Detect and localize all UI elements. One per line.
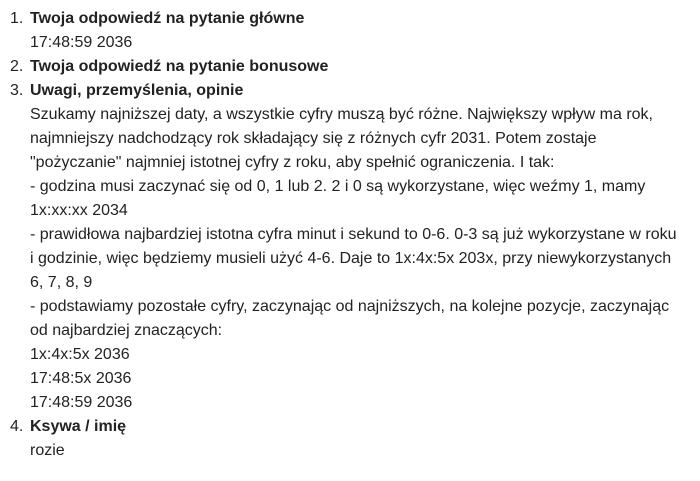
- item-number: 4.: [10, 418, 24, 435]
- list-item-nickname: [10, 415, 692, 463]
- nickname-text: rozie: [30, 442, 65, 459]
- comment-line: - godzina musi zaczynać się od 0, 1 lub 2. 2 i 0 są wykorzystane, więc weźmy 1, mamy: [30, 178, 646, 195]
- comment-line: od najbardziej znaczących:: [30, 322, 223, 339]
- list-item-comments: [10, 79, 692, 415]
- comment-line: - podstawiamy pozostałe cyfry, zaczynając od najniższych, na kolejne pozycje, zaczynając: [30, 298, 670, 315]
- comment-line: 6, 7, 8, 9: [30, 274, 93, 291]
- answer-list: [0, 7, 700, 463]
- comment-line: najmniejszy nadchodzący rok składający się z różnych cyfr 2031. Potem zostaje: [30, 130, 597, 147]
- comment-line: Szukamy najniższej daty, a wszystkie cyfry muszą być różne. Największy wpływ ma rok,: [30, 106, 653, 123]
- comment-line: 1x:4x:5x 2036: [30, 346, 130, 363]
- item-number: 3.: [10, 82, 24, 99]
- item-number: 2.: [10, 58, 24, 75]
- comment-line: 17:48:59 2036: [30, 394, 133, 411]
- comment-line: 1x:xx:xx 2034: [30, 202, 128, 219]
- answer-text: 17:48:59 2036: [30, 34, 133, 51]
- item-number: 1.: [10, 10, 24, 27]
- comment-line: i godzinie, więc będziemy musieli użyć 4-6. Daje to 1x:4x:5x 203x, przy niewykorzystanych: [30, 250, 672, 267]
- question-heading: Twoja odpowiedź na pytanie główne: [30, 10, 305, 27]
- comment-line: - prawidłowa najbardziej istotna cyfra minut i sekund to 0-6. 0-3 są już wykorzystane w roku: [30, 226, 677, 243]
- comment-line: "pożyczanie" najmniej istotnej cyfry z roku, aby spełnić ograniczenia. I tak:: [30, 154, 555, 171]
- question-heading: Ksywa / imię: [30, 418, 127, 435]
- list-item-main-answer: [10, 7, 692, 55]
- question-heading: Uwagi, przemyślenia, opinie: [30, 82, 244, 99]
- list-item-bonus-answer: [10, 55, 692, 79]
- question-heading: Twoja odpowiedź na pytanie bonusowe: [30, 58, 329, 75]
- comment-line: 17:48:5x 2036: [30, 370, 132, 387]
